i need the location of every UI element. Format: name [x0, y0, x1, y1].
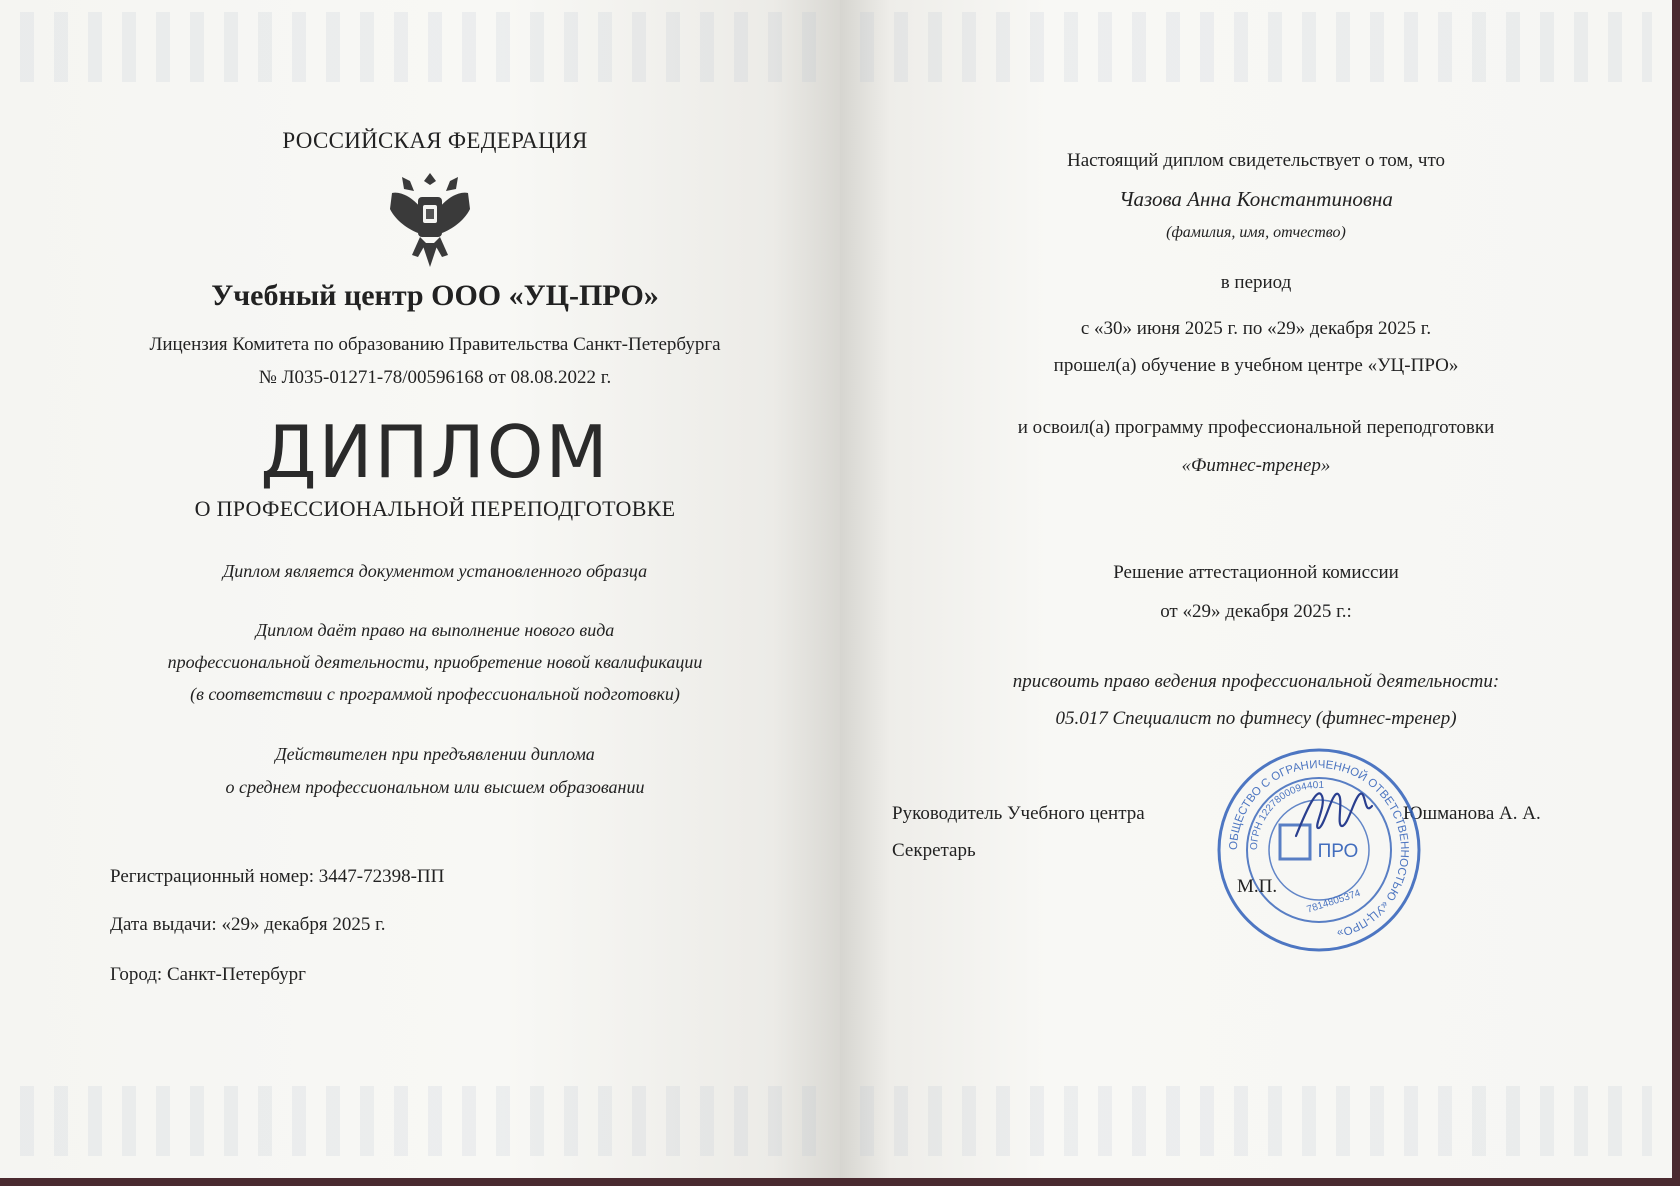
- guilloche-border-top: [20, 12, 820, 82]
- right-page: [840, 0, 1672, 1186]
- stamp-ogrn-text: ОГРН 1227800094401: [1248, 779, 1325, 851]
- period-label: в период: [1220, 272, 1292, 293]
- country-heading: РОССИЙСКАЯ ФЕДЕРАЦИЯ: [282, 128, 588, 153]
- organization-name: Учебный центр ООО «УЦ-ПРО»: [211, 279, 659, 312]
- note-validity-line-1: Действителен при предъявлении диплома: [275, 744, 595, 764]
- holder-full-name: Чазова Анна Константиновна: [1119, 187, 1393, 211]
- stamp-ring-text: ОБЩЕСТВО С ОГРАНИЧЕННОЙ ОТВЕТСТВЕННОСТЬЮ «УЦ-ПРО»: [1227, 758, 1411, 939]
- note-rights-line-1: Диплом даёт право на выполнение нового вида: [255, 620, 615, 640]
- registration-number: Регистрационный номер: 3447-72398-ПП: [110, 866, 445, 887]
- decision-date: от «29» декабря 2025 г.:: [1160, 601, 1352, 622]
- training-statement: прошел(а) обучение в учебном центре «УЦ-ПРО»: [1053, 355, 1459, 376]
- double-headed-eagle-emblem-icon: [382, 163, 478, 273]
- issue-date: Дата выдачи: «29» декабря 2025 г.: [110, 914, 386, 935]
- cover-edge-bottom: [0, 1178, 1680, 1186]
- qualification: 05.017 Специалист по фитнесу (фитнес-тренер): [1055, 708, 1457, 729]
- note-rights-line-2: профессиональной деятельности, приобретение новой квалификации: [167, 652, 703, 672]
- name-caption: (фамилия, имя, отчество): [1166, 224, 1346, 241]
- program-name: «Фитнес-тренер»: [1181, 455, 1331, 476]
- grant-statement: присвоить право ведения профессиональной деятельности:: [1012, 671, 1500, 692]
- program-intro: и освоил(а) программу профессиональной переподготовки: [1017, 417, 1495, 438]
- guilloche-border-top: [860, 12, 1652, 82]
- note-official-document: Диплом является документом установленного образца: [222, 561, 648, 581]
- guilloche-border-bottom: [860, 1086, 1652, 1156]
- head-name: Юшманова А. А.: [1403, 803, 1541, 824]
- guilloche-border-bottom: [20, 1086, 820, 1156]
- diploma-subtitle: О ПРОФЕССИОНАЛЬНОЙ ПЕРЕПОДГОТОВКЕ: [194, 496, 676, 521]
- cover-edge-right: [1672, 0, 1680, 1186]
- secretary-label: Секретарь: [892, 840, 976, 861]
- handwritten-signature: [1288, 776, 1378, 846]
- note-validity-line-2: о среднем профессиональном или высшем образовании: [225, 777, 645, 797]
- certificate-intro: Настоящий диплом свидетельствует о том, что: [1066, 150, 1446, 171]
- commission-decision: Решение аттестационной комиссии: [1113, 562, 1399, 583]
- license-line-1: Лицензия Комитета по образованию Правительства Санкт-Петербурга: [149, 334, 721, 355]
- seal-place-label: М.П.: [1237, 876, 1278, 897]
- note-rights-line-3: (в соответствии с программой профессиональной подготовки): [190, 684, 680, 704]
- diploma-title: ДИПЛОМ: [260, 410, 610, 494]
- license-line-2: № Л035-01271-78/00596168 от 08.08.2022 г.: [258, 367, 612, 388]
- study-period: с «30» июня 2025 г. по «29» декабря 2025 г.: [1080, 318, 1432, 339]
- stamp-center-text: ПРО: [1317, 841, 1359, 862]
- stamp-inn-text: 7814805374: [1305, 887, 1362, 916]
- city: Город: Санкт-Петербург: [110, 964, 306, 985]
- head-label: Руководитель Учебного центра: [892, 803, 1145, 824]
